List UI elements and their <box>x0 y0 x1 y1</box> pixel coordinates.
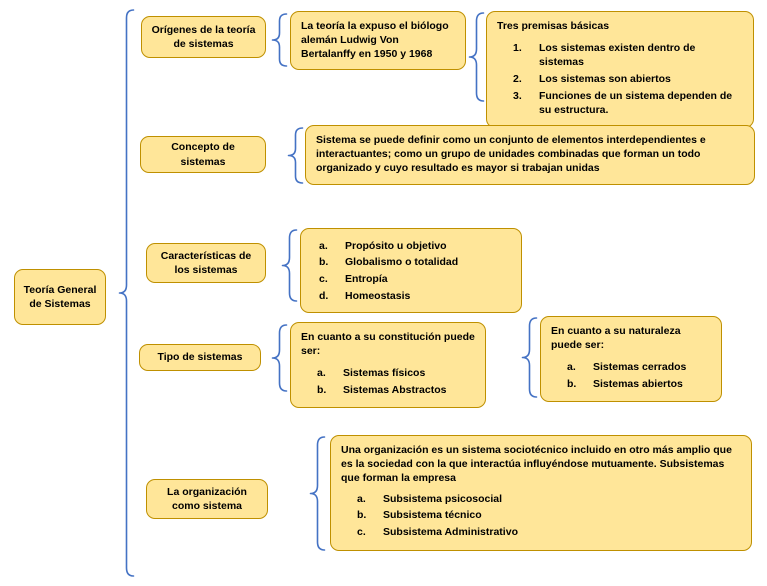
organization-detail-node[interactable] <box>330 435 752 551</box>
root-node[interactable] <box>14 269 106 325</box>
premises-list <box>497 41 743 117</box>
concept-definition-text: Sistema se puede definir como un conjunto de elementos interdependientes e interactuantes; como un grupo de unidades combinadas que forman un todo organizado y cuyo resultado es mayor si trabajan unidas <box>316 134 706 175</box>
characteristics-list <box>311 239 511 303</box>
concept-label: Concepto de sistemas <box>171 141 235 168</box>
list-item: Subsistema Administrativo <box>383 525 518 538</box>
premises-node[interactable] <box>486 11 754 128</box>
list-item: Subsistema psicosocial <box>383 492 503 505</box>
organization-description: Una organización es un sistema sociotécnico incluido en otro más amplio que es la sociedad con la que interactúa influyéndose mutuamente. Subsistemas que forman la empresa <box>341 444 732 485</box>
types-label: Tipo de sistemas <box>157 351 243 364</box>
premises-title: Tres premisas básicas <box>497 20 610 32</box>
list-item: Globalismo o totalidad <box>345 256 459 269</box>
organization-brace-connector <box>309 436 326 551</box>
nature-title: En cuanto a su naturaleza puede ser: <box>551 325 681 352</box>
characteristics-label: Características de los sistemas <box>160 249 252 276</box>
list-item: Sistemas Abstractos <box>343 384 447 397</box>
concept-brace-connector <box>287 127 304 184</box>
list-item: Funciones de un sistema dependen de su estructura. <box>539 89 733 116</box>
constitution-brace-connector <box>271 324 288 392</box>
nature-list <box>551 360 711 391</box>
constitution-list <box>301 366 475 397</box>
concept-definition-node[interactable] <box>305 125 755 185</box>
list-item: Entropía <box>345 272 388 285</box>
organization-label: La organización como sistema <box>167 485 247 512</box>
origins-statement-text: La teoría la expuso el biólogo alemán Ludwig Von Bertalanffy en 1950 y 1968 <box>301 20 449 61</box>
origins-node[interactable] <box>141 16 266 58</box>
types-node[interactable] <box>139 344 261 371</box>
main-brace-connector <box>118 9 135 577</box>
organization-list <box>341 492 741 540</box>
origins-label: Orígenes de la teoría de sistemas <box>151 23 256 50</box>
organization-node[interactable] <box>146 479 268 519</box>
list-item: Los sistemas existen dentro de sistemas <box>539 42 696 69</box>
nature-brace-connector <box>521 317 538 398</box>
root-label: Teoría General de Sistemas <box>23 283 97 310</box>
list-item: Homeostasis <box>345 289 411 302</box>
list-item: Sistemas abiertos <box>593 378 683 391</box>
origins-statement-node[interactable] <box>290 11 466 70</box>
origins-brace-connector <box>271 13 288 67</box>
characteristics-list-node[interactable] <box>300 228 522 313</box>
list-item: Propósito u objetivo <box>345 239 447 252</box>
concept-node[interactable] <box>140 136 266 173</box>
list-item: Sistemas físicos <box>343 367 426 380</box>
list-item: Subsistema técnico <box>383 509 482 522</box>
list-item: Los sistemas son abiertos <box>539 73 671 86</box>
premises-brace-connector <box>468 12 485 102</box>
constitution-title: En cuanto a su constitución puede ser: <box>301 331 475 358</box>
characteristics-node[interactable] <box>146 243 266 283</box>
constitution-node[interactable] <box>290 322 486 408</box>
characteristics-brace-connector <box>281 229 298 302</box>
list-item: Sistemas cerrados <box>593 361 687 374</box>
nature-node[interactable] <box>540 316 722 402</box>
